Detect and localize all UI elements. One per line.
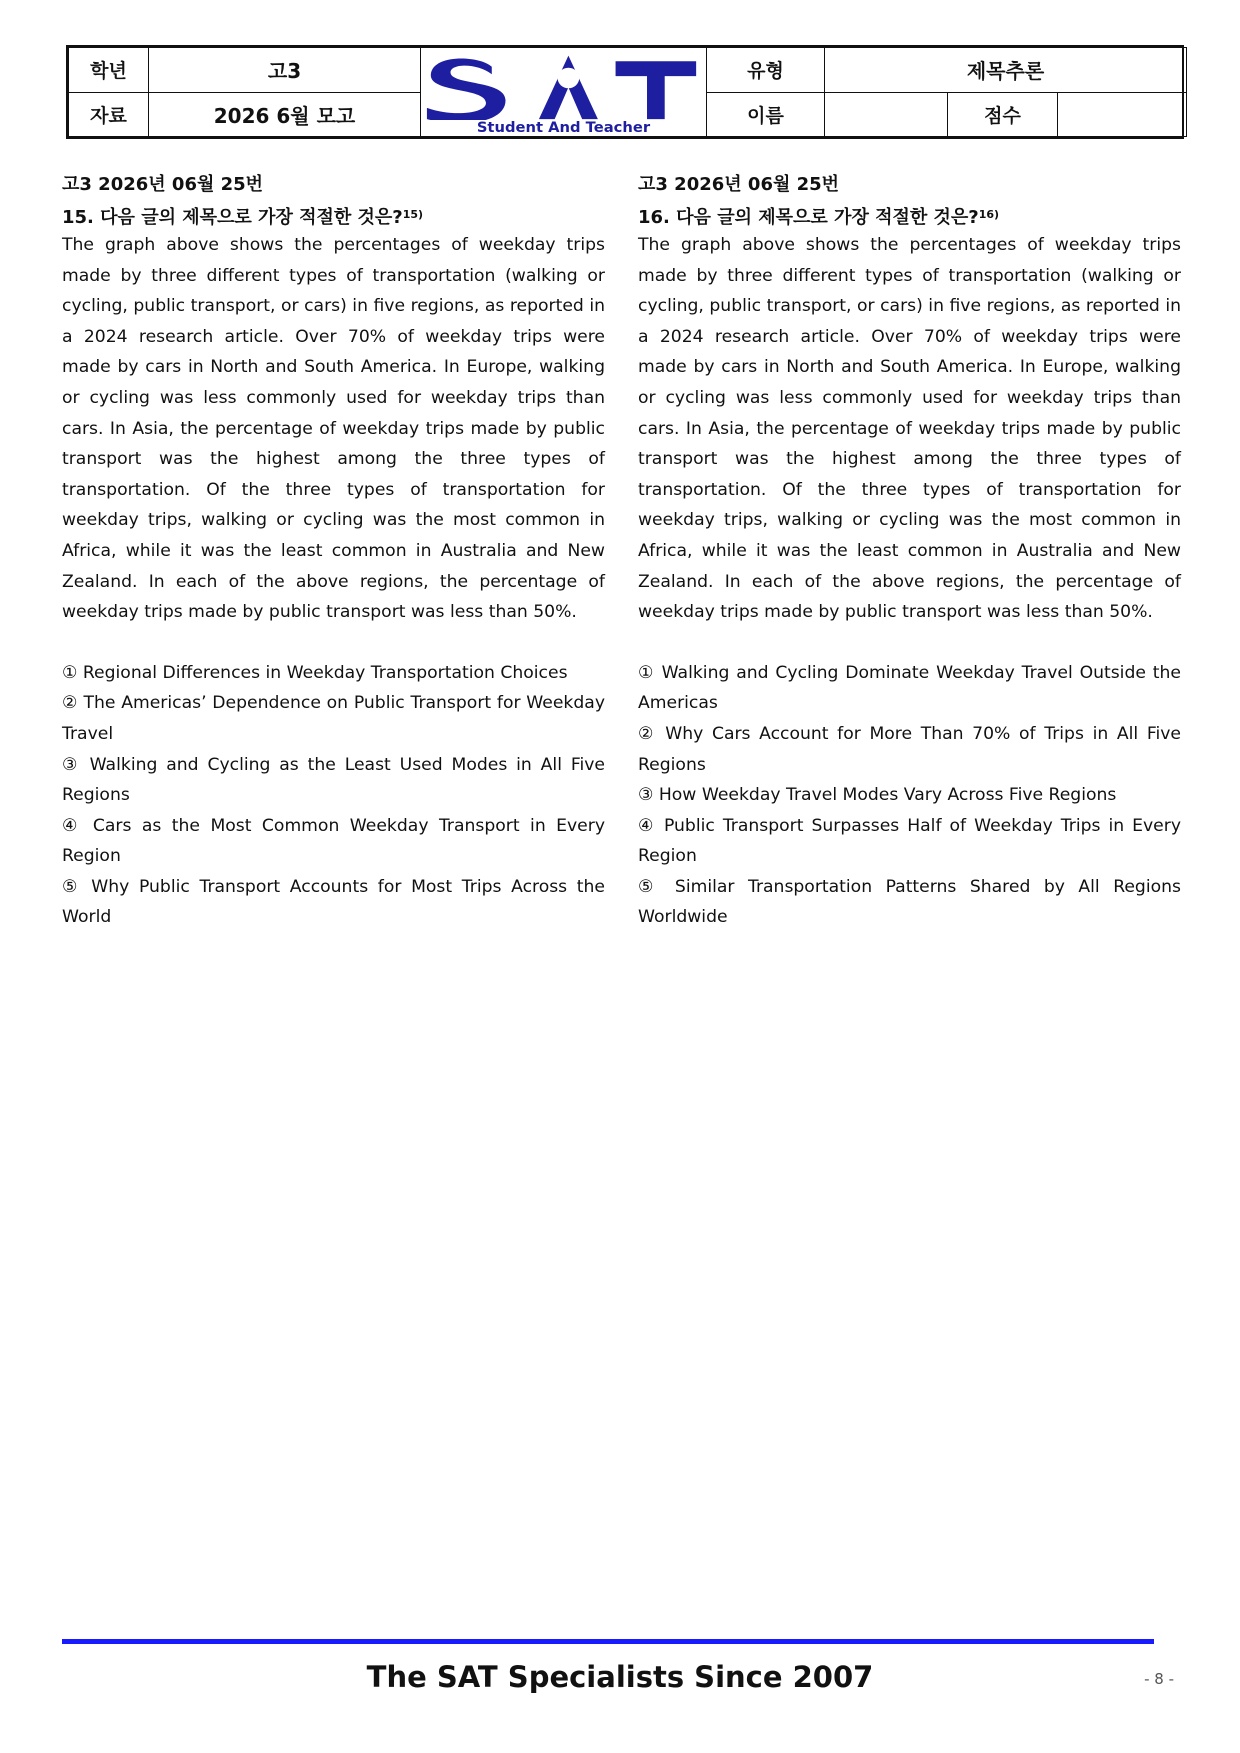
footnote-marker: 16): [978, 208, 1000, 221]
question-15: [62, 170, 605, 933]
option-3[interactable]: ③ How Weekday Travel Modes Vary Across Five Regions: [638, 785, 1117, 806]
option-2[interactable]: ② Why Cars Account for More Than 70% of Trips in All Five Regions: [638, 723, 1181, 775]
material-value: 2026 6월 모고: [149, 92, 421, 137]
page-number: - 8 -: [1144, 1670, 1174, 1688]
material-label: 자료: [69, 92, 149, 137]
grade-value: 고3: [149, 48, 421, 93]
footer-slogan: The SAT Specialists Since 2007: [366, 1660, 874, 1694]
question-title-text: 15. 다음 글의 제목으로 가장 적절한 것은?: [62, 207, 403, 228]
grade-label: 학년: [69, 48, 149, 93]
score-label: 점수: [948, 92, 1058, 137]
option-2[interactable]: ② The Americas’ Dependence on Public Transport for Weekday Travel: [62, 693, 605, 744]
footer-divider: [62, 1639, 1154, 1644]
type-label: 유형: [707, 48, 825, 93]
option-1[interactable]: ① Walking and Cycling Dominate Weekday Travel Outside the Americas: [638, 662, 1181, 714]
logo-cell: [421, 48, 707, 137]
sat-logo: [423, 50, 704, 134]
question-source: 고3 2026년 06월 25번: [62, 174, 264, 195]
question-title-text: 16. 다음 글의 제목으로 가장 적절한 것은?: [638, 207, 979, 228]
score-field[interactable]: [1058, 92, 1187, 137]
sat-logo-graphic: [423, 50, 704, 134]
header-table: [68, 47, 1187, 137]
question-source: 고3 2026년 06월 25번: [638, 174, 840, 195]
question-16: [638, 170, 1181, 933]
option-3[interactable]: ③ Walking and Cycling as the Least Used Modes in All Five Regions: [62, 754, 605, 806]
option-5[interactable]: ⑤ Why Public Transport Accounts for Most Trips Across the World: [62, 876, 605, 928]
answer-options: [638, 658, 1181, 933]
name-field[interactable]: [825, 92, 948, 137]
footnote-marker: 15): [402, 208, 424, 221]
name-label: 이름: [707, 92, 825, 137]
passage-text: The graph above shows the percentages of weekday trips made by three different types of transportation (walking or cycling, public transport, or cars) in five regions, as reported in a 2024 research article. Over 70% of weekday trips were made by cars in North and South America. In Europe, walking or cycling was less commonly used for weekday trips than cars. In Asia, the percentage of weekday trips made by public transport was the highest among the three types of transportation. Of the three types of transportation for weekday trips, walking or cycling was the most common in Africa, while it was the least common in Australia and New Zealand. In each of the above regions, the percentage of weekday trips made by public transport was less than 50%.: [638, 235, 1181, 623]
worksheet-header: [66, 45, 1184, 139]
option-5[interactable]: ⑤ Similar Transportation Patterns Shared by All Regions Worldwide: [638, 876, 1181, 928]
question-title: [62, 200, 605, 230]
passage-text: The graph above shows the percentages of weekday trips made by three different types of transportation (walking or cycling, public transport, or cars) in five regions, as reported in a 2024 research article. Over 70% of weekday trips were made by cars in North and South America. In Europe, walking or cycling was less commonly used for weekday trips than cars. In Asia, the percentage of weekday trips made by public transport was the highest among the three types of transportation. Of the three types of transportation for weekday trips, walking or cycling was the most common in Africa, while it was the least common in Australia and New Zealand. In each of the above regions, the percentage of weekday trips made by public transport was less than 50%.: [62, 235, 605, 623]
option-4[interactable]: ④ Cars as the Most Common Weekday Transport in Every Region: [62, 815, 605, 867]
logo-caption: Student And Teacher: [476, 120, 651, 134]
option-1[interactable]: ① Regional Differences in Weekday Transportation Choices: [62, 662, 568, 683]
type-value: 제목추론: [825, 48, 1187, 93]
answer-options: [62, 658, 605, 933]
option-4[interactable]: ④ Public Transport Surpasses Half of Weekday Trips in Every Region: [638, 815, 1181, 867]
question-title: [638, 200, 1181, 230]
